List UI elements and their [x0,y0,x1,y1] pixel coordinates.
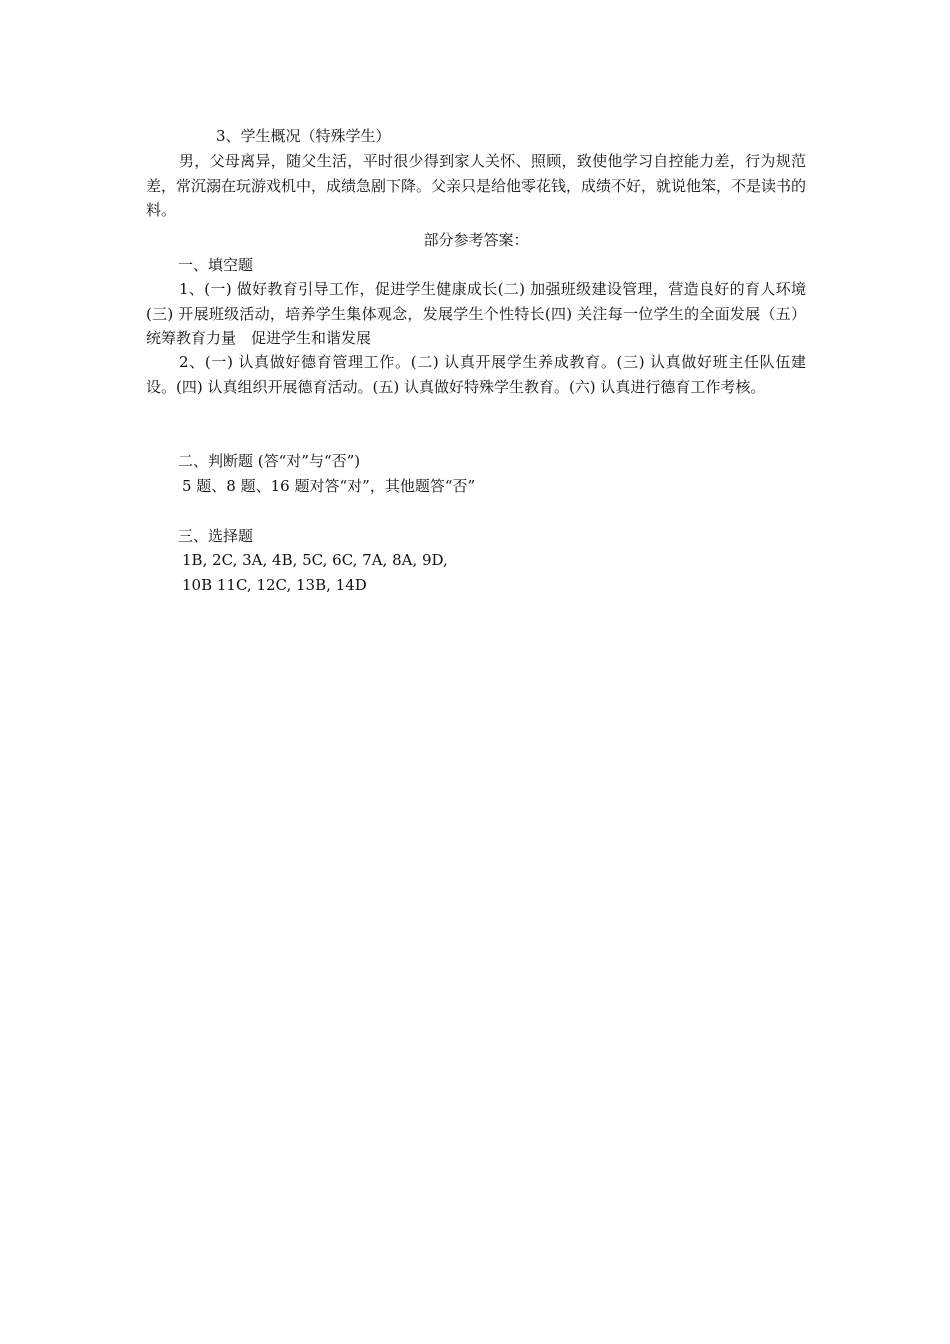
fill-blank-answer-1: 1、(一) 做好教育引导工作，促进学生健康成长(二) 加强班级建设管理，营造良好的育人环境(三) 开展班级活动，培养学生集体观念，发展学生个性特长(四) 关注每一位学生的全面发展（五）统筹教育力量 促进学生和谐发展 [146,280,806,347]
fill-blank-heading: 一、填空题 [178,256,254,274]
multiple-choice-answers-line-2: 10B 11C, 12C, 13B, 14D [182,576,367,594]
true-false-answer: 5 题、8 题、16 题对答“对”，其他题答“否” [182,477,476,495]
answers-title: 部分参考答案： [423,231,529,249]
student-overview-paragraph: 男，父母离异，随父生活，平时很少得到家人关怀、照顾，致使他学习自控能力差，行为规范差，常沉溺在玩游戏机中，成绩急剧下降。父亲只是给他零花钱，成绩不好，就说他笨，不是读书的料。 [146,152,807,219]
multiple-choice-answers-line-1: 1B, 2C, 3A, 4B, 5C, 6C, 7A, 8A, 9D, [182,551,448,569]
multiple-choice-heading: 三、选择题 [178,527,254,545]
fill-blank-answer-2: 2、(一) 认真做好德育管理工作。(二) 认真开展学生养成教育。(三) 认真做好班主任队伍建设。(四) 认真组织开展德育活动。(五) 认真做好特殊学生教育。(六) 认真进行德育工作考核。 [146,353,806,396]
document-page [146,0,806,1344]
student-overview-heading: 3、学生概况（特殊学生） [216,127,391,145]
true-false-heading: 二、判断题 (答“对”与“否”) [178,452,361,470]
